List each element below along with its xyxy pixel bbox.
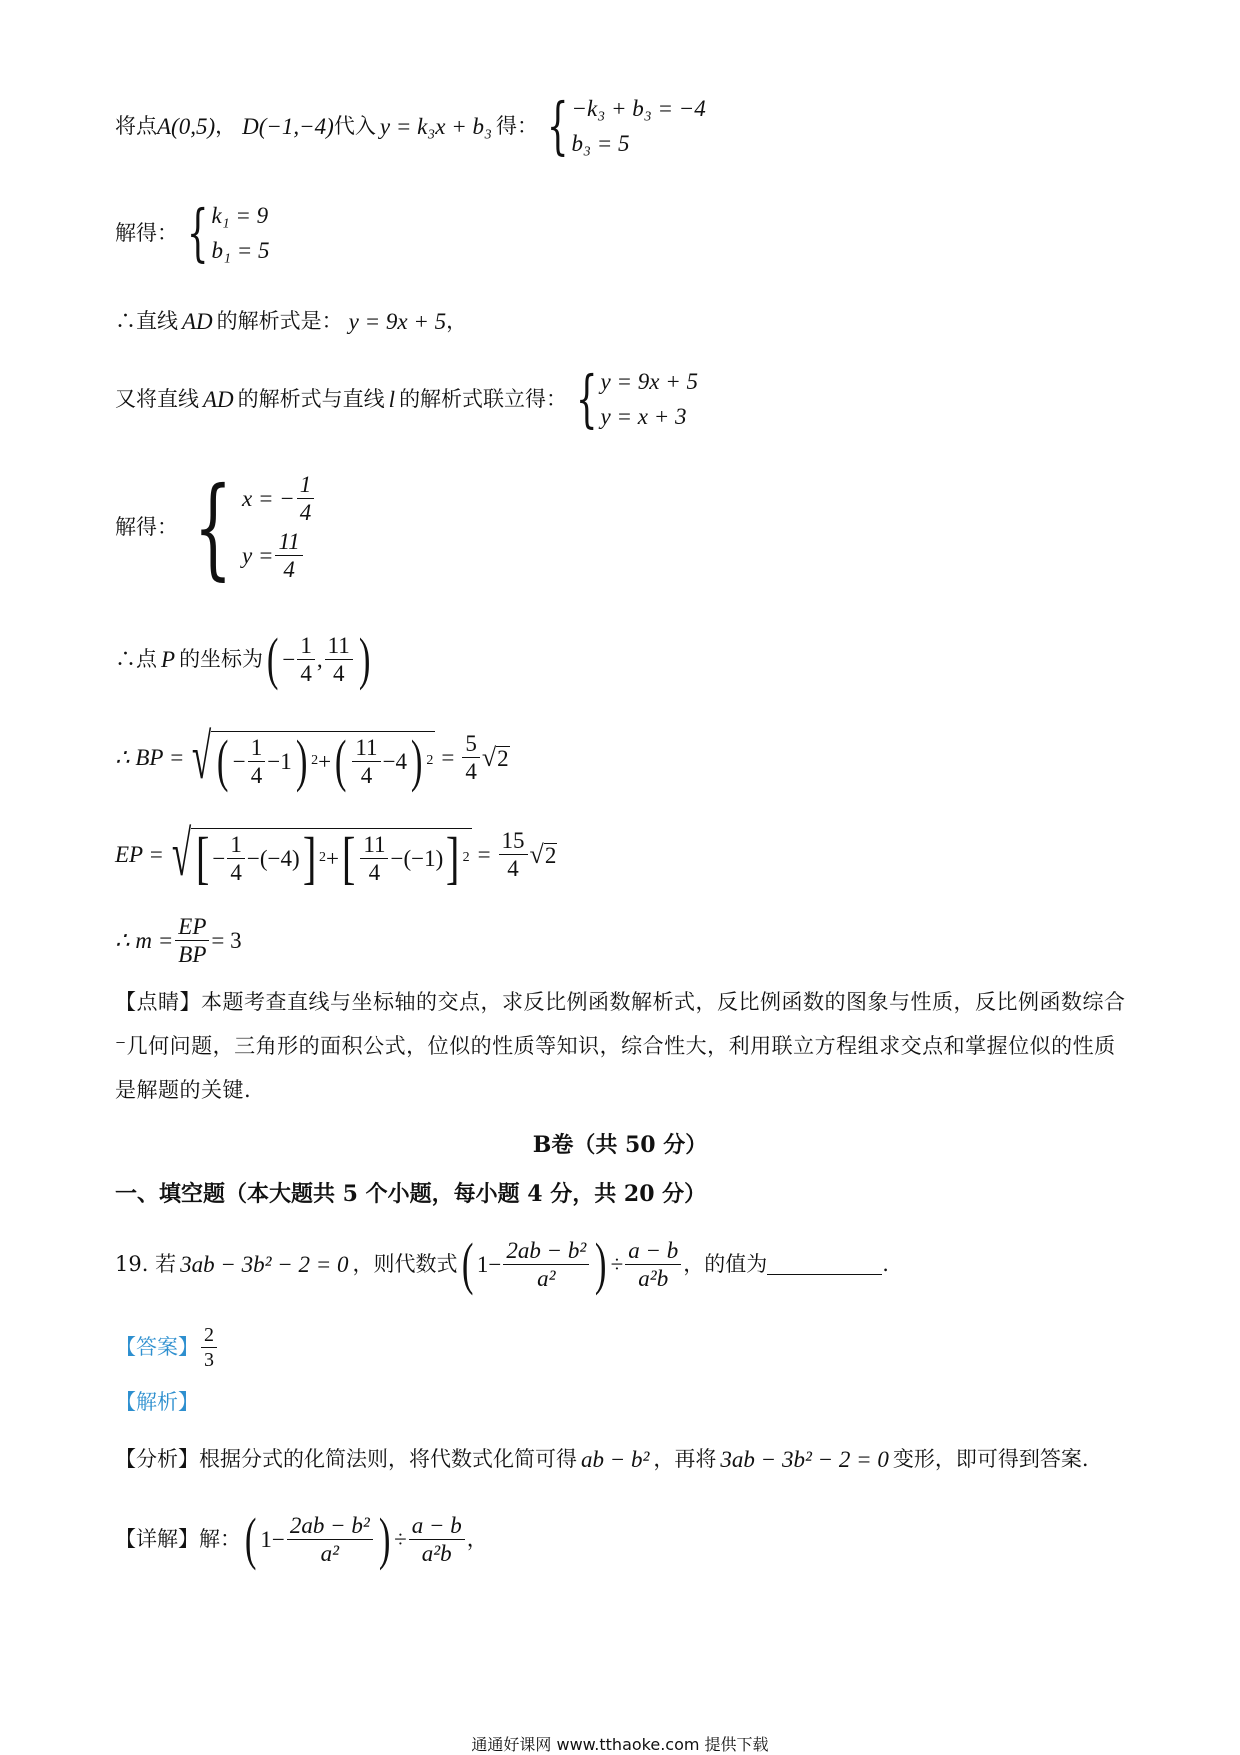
frac-num: a − b <box>625 1239 681 1265</box>
frac-num: 1 <box>297 473 315 499</box>
step2-label: 解得： <box>115 220 178 245</box>
step5-x-frac <box>297 473 315 524</box>
step1-sep: ， <box>215 113 237 138</box>
xiangjie-end: ， <box>466 1526 488 1551</box>
frac-num: a − b <box>409 1514 465 1540</box>
xiangjie-frac1 <box>287 1514 373 1565</box>
bp-sqrt <box>184 721 435 793</box>
bp-result-sqrt <box>481 742 510 772</box>
step5-y-frac <box>275 530 302 581</box>
right-bracket-icon: ] <box>302 825 317 890</box>
q19-end: . <box>882 1251 889 1276</box>
step6-prefix: ∴点 <box>115 646 157 671</box>
step2-sys-line1: k₁ = 9 <box>211 203 269 228</box>
step3-mid: 的解析式是： <box>216 309 343 333</box>
radical-icon: √ <box>529 839 544 869</box>
brace-icon: { <box>575 362 598 435</box>
left-paren-icon: ( <box>334 728 347 793</box>
dianjing-text: 本题考查直线与坐标轴的交点，求反比例函数解析式，反比例函数的图象与性质，反比例函数综合⁻几何问题，三角形的面积公式，位似的性质等知识，综合性大，利用联立方程组求交点和掌握位似的性质是解题的关键. <box>115 990 1126 1102</box>
ep-equation <box>115 818 557 890</box>
step6-comma: , <box>316 646 323 672</box>
frac-den: 4 <box>300 660 312 686</box>
step4-l: l <box>388 386 396 412</box>
step4-line <box>115 362 698 435</box>
answer-line <box>115 1325 219 1370</box>
ep-t1-frac <box>227 833 245 884</box>
left-paren-icon: ( <box>244 1506 257 1571</box>
xiangjie-expression <box>241 1506 488 1571</box>
bp-lhs: ∴ BP = <box>115 745 185 770</box>
bp-eq: = <box>441 745 455 770</box>
step2-sys-line2: b₁ = 5 <box>211 238 270 263</box>
ep-t1-exp: 2 <box>319 850 326 865</box>
frac-den: 4 <box>465 759 477 784</box>
bp-t1-tail: −1 <box>267 748 292 774</box>
footer-watermark: 通通好课网 www.tthaoke.com 提供下载 <box>471 1735 769 1754</box>
left-paren-icon: ( <box>266 626 279 691</box>
q19-text-b: ，的值为 <box>683 1251 768 1276</box>
frac-den: BP <box>178 942 207 967</box>
step3-suffix: ， <box>446 309 468 333</box>
step1-text-a: 将点 <box>115 113 157 138</box>
brace-icon: { <box>186 196 209 269</box>
radical-icon: √ <box>192 721 212 792</box>
q19-expression <box>458 1231 684 1296</box>
q19-div: ÷ <box>610 1251 624 1277</box>
step2-system <box>178 196 270 269</box>
step5-system <box>178 463 316 591</box>
step1-sys-line1: −k₃ + b₃ = −4 <box>571 96 706 121</box>
step6-y-frac <box>325 634 353 685</box>
step3-prefix: ∴直线 <box>115 309 178 333</box>
bp-t1-sign: − <box>232 748 246 774</box>
frac-den: a²b <box>421 1540 452 1566</box>
right-paren-icon: ) <box>358 626 371 691</box>
step4-text-c: 的解析式联立得： <box>399 386 568 411</box>
ep-eq: = <box>477 842 491 867</box>
ep-plus: + <box>326 845 339 871</box>
m-frac <box>175 915 209 966</box>
q19-frac2 <box>625 1239 681 1290</box>
ep-result-frac <box>499 829 528 880</box>
fenxi-text-b: ，再将 <box>653 1447 717 1471</box>
ep-result-rad: 2 <box>544 842 557 868</box>
ep-lhs: EP = <box>115 842 164 867</box>
radical-icon: √ <box>171 818 192 889</box>
question-19 <box>115 1231 889 1296</box>
right-paren-icon: ) <box>378 1506 391 1571</box>
frac-num: EP <box>175 915 209 941</box>
step3-equation: y = 9x + 5 <box>348 309 447 334</box>
left-paren-icon: ( <box>217 728 229 793</box>
xiangjie-one: 1− <box>260 1526 285 1552</box>
step1-point-d: D(−1,−4) <box>242 113 334 139</box>
fenxi-text-a: 根据分式的化简法则，将代数式化简可得 <box>199 1447 577 1471</box>
ep-t1-tail: −(−4) <box>246 845 300 871</box>
frac-num: 1 <box>248 736 266 762</box>
bp-result-frac <box>462 732 480 783</box>
step2-line <box>115 196 270 269</box>
bp-result-rad: 2 <box>497 745 509 771</box>
frac-num: 11 <box>360 833 388 859</box>
step6-x-sign: − <box>282 646 296 672</box>
frac-num: 2ab − b² <box>503 1239 589 1265</box>
step6-x-frac <box>297 634 315 685</box>
bp-t2-tail: −4 <box>382 748 408 774</box>
step3-name: AD <box>182 309 213 334</box>
xiangjie-text: 解： <box>199 1526 241 1551</box>
q19-one: 1− <box>476 1251 502 1277</box>
m-lhs: ∴ m = <box>115 928 174 953</box>
step5-x-line <box>242 473 316 524</box>
frac-num: 15 <box>499 829 528 855</box>
frac-den: a² <box>537 1265 556 1291</box>
ep-t2-tail: −(−1) <box>390 845 444 871</box>
step4-text-b: 的解析式与直线 <box>237 386 385 411</box>
step5-label: 解得： <box>115 514 178 539</box>
right-bracket-icon: ] <box>446 825 460 890</box>
left-bracket-icon: [ <box>341 825 356 890</box>
frac-den: 4 <box>250 762 263 788</box>
step4-sys-line2: y = x + 3 <box>600 404 687 429</box>
step5-y-lhs: y = <box>242 543 274 568</box>
step6-coordinate <box>263 626 374 691</box>
q19-number: 19. 若 <box>115 1251 177 1276</box>
frac-den: 4 <box>283 557 295 582</box>
step5-x-lhs: x = − <box>242 486 295 511</box>
xiangjie-frac2 <box>409 1514 465 1565</box>
m-rhs: = 3 <box>211 928 242 953</box>
step6-mid: 的坐标为 <box>179 646 264 671</box>
bp-t1-frac <box>248 736 266 787</box>
step4-text-a: 又将直线 <box>115 386 199 411</box>
step1-system <box>538 89 706 162</box>
bp-t2-frac <box>352 736 380 787</box>
step1-equation: y = k₃x + b₃ <box>379 113 493 139</box>
step4-sys-line1: y = 9x + 5 <box>600 369 698 394</box>
dianjing-paragraph <box>115 980 1135 1112</box>
step5-line <box>115 463 316 591</box>
frac-num: 1 <box>227 833 245 859</box>
frac-num: 1 <box>297 634 315 660</box>
ep-result-sqrt <box>529 839 558 869</box>
dianjing-label: 【点睛】 <box>115 990 201 1014</box>
left-paren-icon: ( <box>461 1231 474 1296</box>
left-bracket-icon: [ <box>195 825 210 890</box>
m-equation <box>115 915 242 966</box>
frac-den: a² <box>320 1540 339 1566</box>
frac-den: 4 <box>230 859 242 885</box>
xiangjie-label: 【详解】 <box>115 1526 199 1551</box>
step4-name: AD <box>203 386 234 412</box>
frac-num: 2ab − b² <box>287 1514 373 1540</box>
right-paren-icon: ) <box>410 728 423 793</box>
q19-frac1 <box>503 1239 589 1290</box>
frac-den: 4 <box>332 660 345 686</box>
fenxi-label: 【分析】 <box>115 1447 199 1471</box>
frac-num: 11 <box>352 736 380 762</box>
ep-sqrt <box>164 818 472 890</box>
xiangjie-line <box>115 1506 488 1571</box>
right-paren-icon: ) <box>295 728 308 793</box>
frac-den: 4 <box>368 859 381 885</box>
step5-y-line <box>242 530 316 581</box>
bp-plus: + <box>318 748 332 774</box>
step1-point-a: A(0,5) <box>157 113 216 139</box>
frac-den: 3 <box>204 1349 214 1371</box>
answer-label: 【答案】 <box>115 1335 199 1359</box>
brace-icon: { <box>546 89 569 162</box>
jiexi-label: 【解析】 <box>115 1390 199 1414</box>
frac-num: 11 <box>325 634 353 660</box>
frac-den: 4 <box>507 856 519 881</box>
brace-icon: { <box>193 463 233 591</box>
frac-num: 2 <box>201 1325 217 1348</box>
frac-den: 4 <box>360 762 373 788</box>
fenxi-expr: ab − b² <box>581 1447 650 1472</box>
step1-text-c: 得： <box>496 113 539 138</box>
right-paren-icon: ) <box>595 1231 607 1296</box>
bp-t2-exp: 2 <box>426 753 434 768</box>
answer-frac <box>201 1325 217 1370</box>
frac-num: 5 <box>462 732 480 758</box>
section-b-title: B卷（共 50 分） <box>532 1132 708 1158</box>
frac-den: 4 <box>299 500 312 525</box>
step6-p: P <box>161 646 176 672</box>
fenxi-text-c: 变形，即可得到答案. <box>892 1447 1089 1471</box>
ep-t2-exp: 2 <box>462 850 470 865</box>
q19-text-a: ，则代数式 <box>352 1251 458 1276</box>
step1-line <box>115 89 706 162</box>
bp-t1-exp: 2 <box>311 753 319 768</box>
bp-equation <box>115 721 510 793</box>
step1-sys-line2: b₃ = 5 <box>571 131 630 156</box>
ep-t2-frac <box>360 833 388 884</box>
frac-num: 11 <box>275 530 302 556</box>
radical-icon: √ <box>481 742 497 772</box>
step4-system <box>567 362 698 435</box>
fenxi-line <box>115 1448 1089 1471</box>
xiangjie-div: ÷ <box>394 1526 407 1552</box>
q19-condition: 3ab − 3b² − 2 = 0 <box>180 1251 349 1277</box>
q19-answer-blank[interactable] <box>767 1254 882 1275</box>
fenxi-cond: 3ab − 3b² − 2 = 0 <box>720 1447 889 1472</box>
section-1-title: 一、填空题（本大题共 5 个小题，每小题 4 分，共 20 分） <box>115 1181 707 1207</box>
step6-line <box>115 626 374 691</box>
ep-t1-sign: − <box>212 845 226 871</box>
step1-text-b: 代入 <box>333 113 376 138</box>
frac-den: a²b <box>638 1265 669 1291</box>
step3-line <box>115 310 467 333</box>
